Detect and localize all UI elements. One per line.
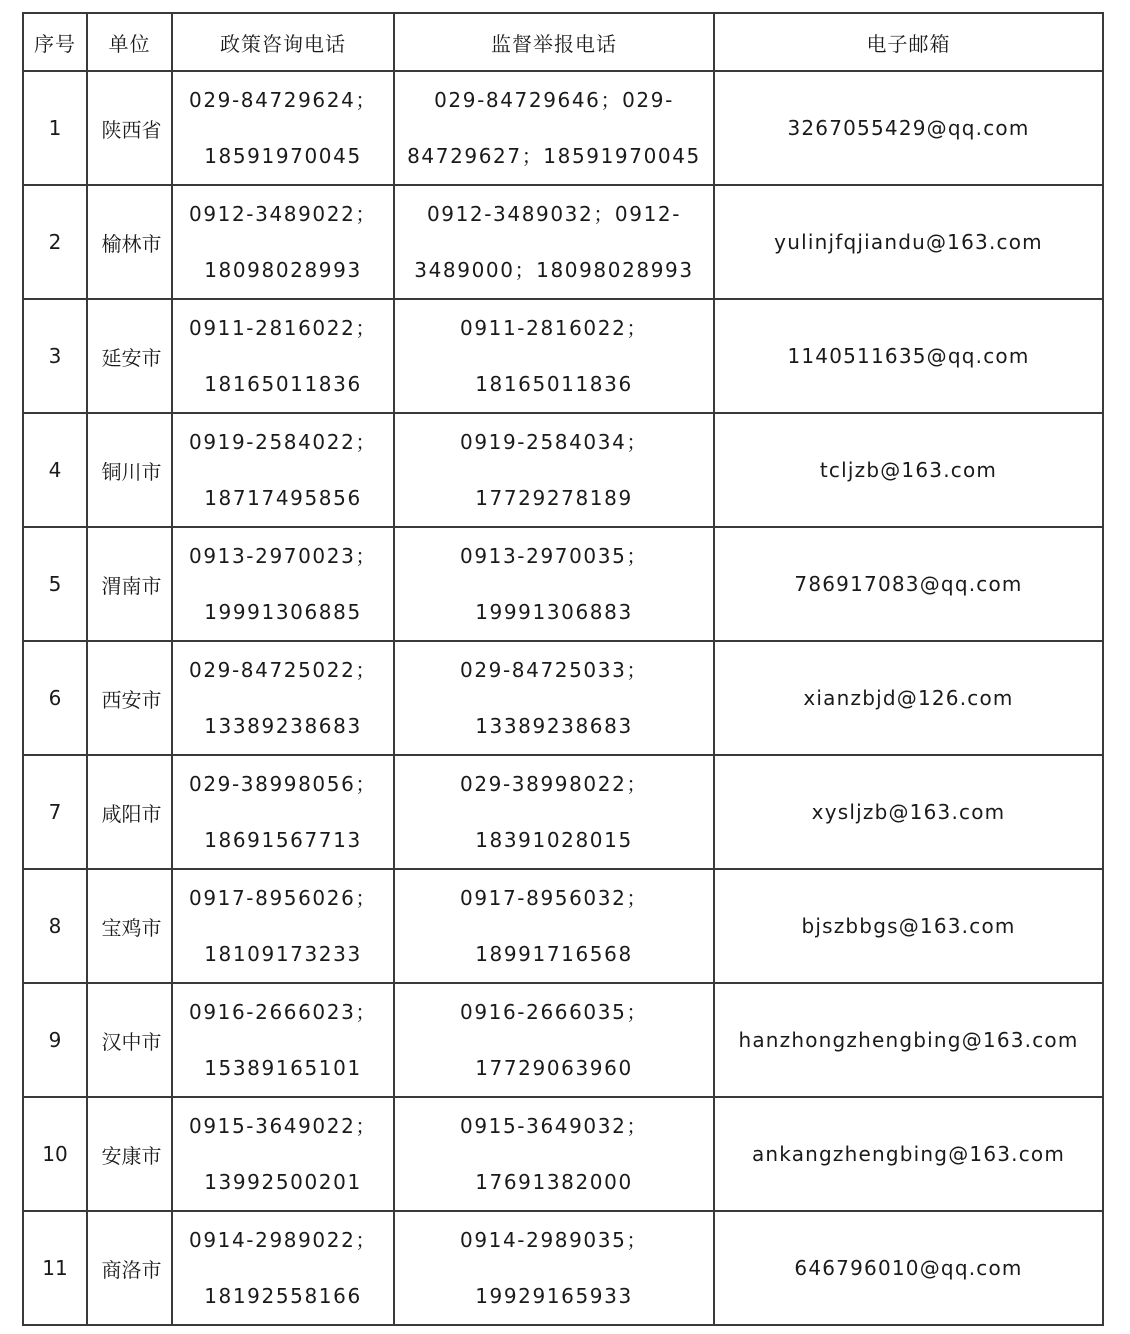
report-phone-cell-line: 84729627；18591970045 <box>407 144 701 168</box>
policy-phone-cell-line: 0917-8956026； <box>189 886 377 910</box>
report-phone-cell-line: 17729278189 <box>475 486 633 510</box>
report-phone-cell-line: 0917-8956032； <box>460 886 648 910</box>
policy-phone-cell-line: 029-84729624； <box>189 88 377 112</box>
header-unit: 单位 <box>87 13 172 71</box>
email-cell: 1140511635@qq.com <box>714 299 1103 413</box>
report-phone-cell <box>394 185 714 299</box>
table-row <box>23 413 1103 527</box>
policy-phone-cell-line: 18691567713 <box>204 828 362 852</box>
header-index: 序号 <box>23 13 87 71</box>
contact-table-container <box>22 12 1102 1326</box>
report-phone-cell-line: 17729063960 <box>475 1056 633 1080</box>
row-index: 7 <box>23 755 87 869</box>
report-phone-cell <box>394 755 714 869</box>
report-phone-cell-line: 0913-2970035； <box>460 544 648 568</box>
report-phone-cell-line: 0919-2584034； <box>460 430 648 454</box>
policy-phone-cell <box>172 1211 394 1325</box>
row-unit: 安康市 <box>87 1097 172 1211</box>
report-phone-cell <box>394 1097 714 1211</box>
row-unit: 榆林市 <box>87 185 172 299</box>
table-row <box>23 983 1103 1097</box>
policy-phone-cell-line: 13389238683 <box>204 714 362 738</box>
report-phone-cell-line: 3489000；18098028993 <box>414 258 694 282</box>
row-index: 2 <box>23 185 87 299</box>
email-cell: bjszbbgs@163.com <box>714 869 1103 983</box>
report-phone-cell <box>394 299 714 413</box>
email-cell: 646796010@qq.com <box>714 1211 1103 1325</box>
report-phone-cell <box>394 71 714 185</box>
report-phone-cell-line: 0911-2816022； <box>460 316 648 340</box>
table-row <box>23 71 1103 185</box>
row-index: 11 <box>23 1211 87 1325</box>
policy-phone-cell-line: 18192558166 <box>204 1284 362 1308</box>
row-index: 10 <box>23 1097 87 1211</box>
report-phone-cell <box>394 1211 714 1325</box>
row-unit: 渭南市 <box>87 527 172 641</box>
report-phone-cell-line: 0914-2989035； <box>460 1228 648 1252</box>
email-cell: xianzbjd@126.com <box>714 641 1103 755</box>
policy-phone-cell-line: 0913-2970023； <box>189 544 377 568</box>
policy-phone-cell <box>172 413 394 527</box>
header-email: 电子邮箱 <box>714 13 1103 71</box>
report-phone-cell-line: 18165011836 <box>475 372 633 396</box>
policy-phone-cell-line: 19991306885 <box>204 600 362 624</box>
policy-phone-cell <box>172 983 394 1097</box>
contact-table <box>22 12 1104 1326</box>
policy-phone-cell-line: 0914-2989022； <box>189 1228 377 1252</box>
report-phone-cell-line: 18391028015 <box>475 828 633 852</box>
policy-phone-cell-line: 18109173233 <box>204 942 362 966</box>
email-cell: ankangzhengbing@163.com <box>714 1097 1103 1211</box>
email-cell: hanzhongzhengbing@163.com <box>714 983 1103 1097</box>
policy-phone-cell-line: 18165011836 <box>204 372 362 396</box>
policy-phone-cell-line: 029-84725022； <box>189 658 377 682</box>
report-phone-cell-line: 19991306883 <box>475 600 633 624</box>
report-phone-cell <box>394 641 714 755</box>
report-phone-cell <box>394 869 714 983</box>
header-policy-phone: 政策咨询电话 <box>172 13 394 71</box>
table-row <box>23 299 1103 413</box>
row-index: 1 <box>23 71 87 185</box>
email-cell: xysljzb@163.com <box>714 755 1103 869</box>
report-phone-cell-line: 19929165933 <box>475 1284 633 1308</box>
report-phone-cell-line: 13389238683 <box>475 714 633 738</box>
row-unit: 西安市 <box>87 641 172 755</box>
policy-phone-cell <box>172 527 394 641</box>
report-phone-cell-line: 0916-2666035； <box>460 1000 648 1024</box>
policy-phone-cell-line: 18717495856 <box>204 486 362 510</box>
table-body <box>23 71 1103 1325</box>
row-index: 5 <box>23 527 87 641</box>
policy-phone-cell-line: 0915-3649022； <box>189 1114 377 1138</box>
table-row <box>23 1211 1103 1325</box>
report-phone-cell <box>394 527 714 641</box>
policy-phone-cell-line: 15389165101 <box>204 1056 362 1080</box>
report-phone-cell-line: 17691382000 <box>475 1170 633 1194</box>
row-unit: 陕西省 <box>87 71 172 185</box>
policy-phone-cell <box>172 641 394 755</box>
policy-phone-cell-line: 13992500201 <box>204 1170 362 1194</box>
row-unit: 延安市 <box>87 299 172 413</box>
row-unit: 宝鸡市 <box>87 869 172 983</box>
policy-phone-cell-line: 0919-2584022； <box>189 430 377 454</box>
table-row <box>23 185 1103 299</box>
header-report-phone: 监督举报电话 <box>394 13 714 71</box>
report-phone-cell <box>394 413 714 527</box>
table-row <box>23 1097 1103 1211</box>
policy-phone-cell <box>172 299 394 413</box>
table-row <box>23 755 1103 869</box>
report-phone-cell-line: 029-38998022； <box>460 772 648 796</box>
policy-phone-cell-line: 0912-3489022； <box>189 202 377 226</box>
report-phone-cell-line: 0915-3649032； <box>460 1114 648 1138</box>
report-phone-cell-line: 18991716568 <box>475 942 633 966</box>
table-header-row <box>23 13 1103 71</box>
report-phone-cell <box>394 983 714 1097</box>
row-unit: 咸阳市 <box>87 755 172 869</box>
email-cell: tcljzb@163.com <box>714 413 1103 527</box>
email-cell: yulinjfqjiandu@163.com <box>714 185 1103 299</box>
row-index: 9 <box>23 983 87 1097</box>
policy-phone-cell-line: 0916-2666023； <box>189 1000 377 1024</box>
policy-phone-cell <box>172 71 394 185</box>
table-row <box>23 527 1103 641</box>
policy-phone-cell-line: 0911-2816022； <box>189 316 377 340</box>
report-phone-cell-line: 029-84725033； <box>460 658 648 682</box>
table-row <box>23 641 1103 755</box>
policy-phone-cell-line: 029-38998056； <box>189 772 377 796</box>
table-row <box>23 869 1103 983</box>
row-unit: 铜川市 <box>87 413 172 527</box>
row-unit: 商洛市 <box>87 1211 172 1325</box>
policy-phone-cell-line: 18591970045 <box>204 144 362 168</box>
row-index: 6 <box>23 641 87 755</box>
email-cell: 3267055429@qq.com <box>714 71 1103 185</box>
policy-phone-cell <box>172 869 394 983</box>
policy-phone-cell <box>172 185 394 299</box>
report-phone-cell-line: 029-84729646；029- <box>434 88 674 112</box>
report-phone-cell-line: 0912-3489032；0912- <box>426 202 682 226</box>
row-unit: 汉中市 <box>87 983 172 1097</box>
row-index: 3 <box>23 299 87 413</box>
policy-phone-cell-line: 18098028993 <box>204 258 362 282</box>
policy-phone-cell <box>172 755 394 869</box>
row-index: 4 <box>23 413 87 527</box>
policy-phone-cell <box>172 1097 394 1211</box>
email-cell: 786917083@qq.com <box>714 527 1103 641</box>
row-index: 8 <box>23 869 87 983</box>
